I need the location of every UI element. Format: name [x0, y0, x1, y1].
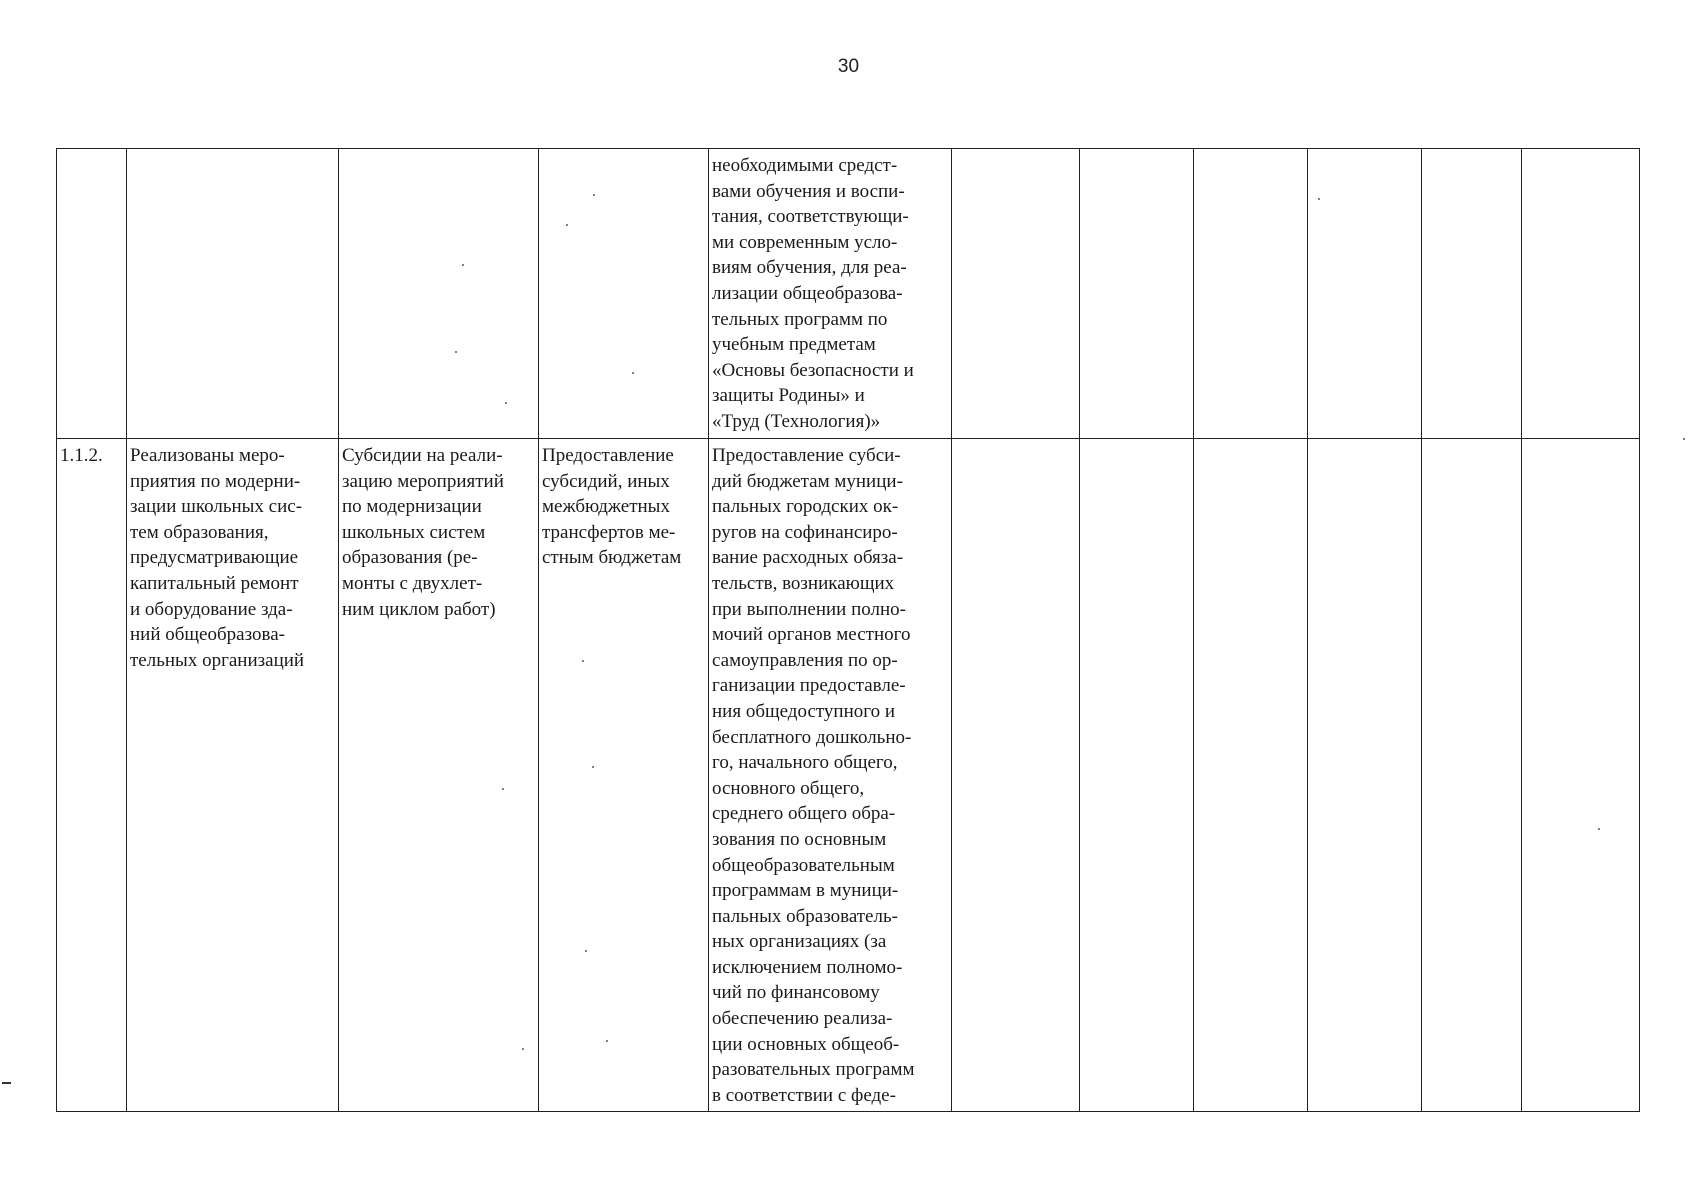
cell-number	[57, 149, 127, 439]
page-number: 30	[837, 56, 860, 77]
program-activities-table	[56, 148, 1640, 1112]
cell-extra-5	[1422, 439, 1522, 1112]
cell-extra-2	[1080, 439, 1194, 1112]
cell-result	[127, 149, 339, 439]
cell-extra-6	[1522, 439, 1640, 1112]
cell-extra-4	[1308, 149, 1422, 439]
table-row-1-1-2	[57, 439, 1640, 1112]
cell-result: Реализованы меро- приятия по модерни- зации школьных сис- тем образования, предусматривающие капитальный ремонт и оборудование зда- ний общеобразова- тельных организаций	[127, 439, 339, 1112]
cell-activity-name	[339, 149, 539, 439]
cell-extra-3	[1194, 149, 1308, 439]
cell-extra-6	[1522, 149, 1640, 439]
cell-activity-type: Предоставление субсидий, иных межбюджетных трансфертов ме- стным бюджетам	[539, 439, 709, 1112]
cell-extra-2	[1080, 149, 1194, 439]
scan-speck	[606, 1040, 608, 1042]
cell-activity-name: Субсидии на реали- зацию мероприятий по модернизации школьных систем образования (ре- монты с двухлет- ним циклом работ)	[339, 439, 539, 1112]
scan-speck	[502, 788, 504, 790]
cell-extra-4	[1308, 439, 1422, 1112]
cell-extra-3	[1194, 439, 1308, 1112]
cell-extra-1	[952, 149, 1080, 439]
scan-speck	[592, 766, 594, 768]
cell-description: необходимыми средст- вами обучения и воспи- тания, соответствующи- ми современным усло- виям обучения, для реа- лизации общеобразова- тельных программ по учебным предметам «Основы безопасности и защиты Родины» и «Труд (Технология)»	[709, 149, 952, 439]
scan-speck	[582, 660, 584, 662]
scan-speck	[505, 402, 507, 404]
scan-speck	[1683, 438, 1685, 440]
cell-extra-5	[1422, 149, 1522, 439]
scan-speck	[566, 224, 568, 226]
scan-speck	[1598, 828, 1600, 830]
cell-description: Предоставление субси- дий бюджетам муници- пальных городских ок- ругов на софинансиро- вание расходных обяза- тельств, возникающих при выполнении полно- мочий органов местного самоуправления по ор- ганизации предоставле- ния общедоступного и бесплатного дошкольно- го, начального общего, основного общего, среднего общего обра- зования по основным общеобразовательным программам в муници- пальных образователь- ных организациях (за исключением полномо- чий по финансовому обеспечению реализа- ции основных общеоб- разовательных программ в соответствии с феде-	[709, 439, 952, 1112]
table-row-continued	[57, 149, 1640, 439]
scan-speck	[632, 372, 634, 374]
scan-speck	[455, 351, 457, 353]
scan-speck	[462, 264, 464, 266]
scan-speck	[1318, 198, 1320, 200]
cell-activity-type	[539, 149, 709, 439]
scan-speck	[522, 1048, 524, 1050]
scan-speck	[593, 194, 595, 196]
scan-edge-mark	[2, 1082, 11, 1084]
cell-number: 1.1.2.	[57, 439, 127, 1112]
cell-extra-1	[952, 439, 1080, 1112]
scan-speck	[585, 950, 587, 952]
